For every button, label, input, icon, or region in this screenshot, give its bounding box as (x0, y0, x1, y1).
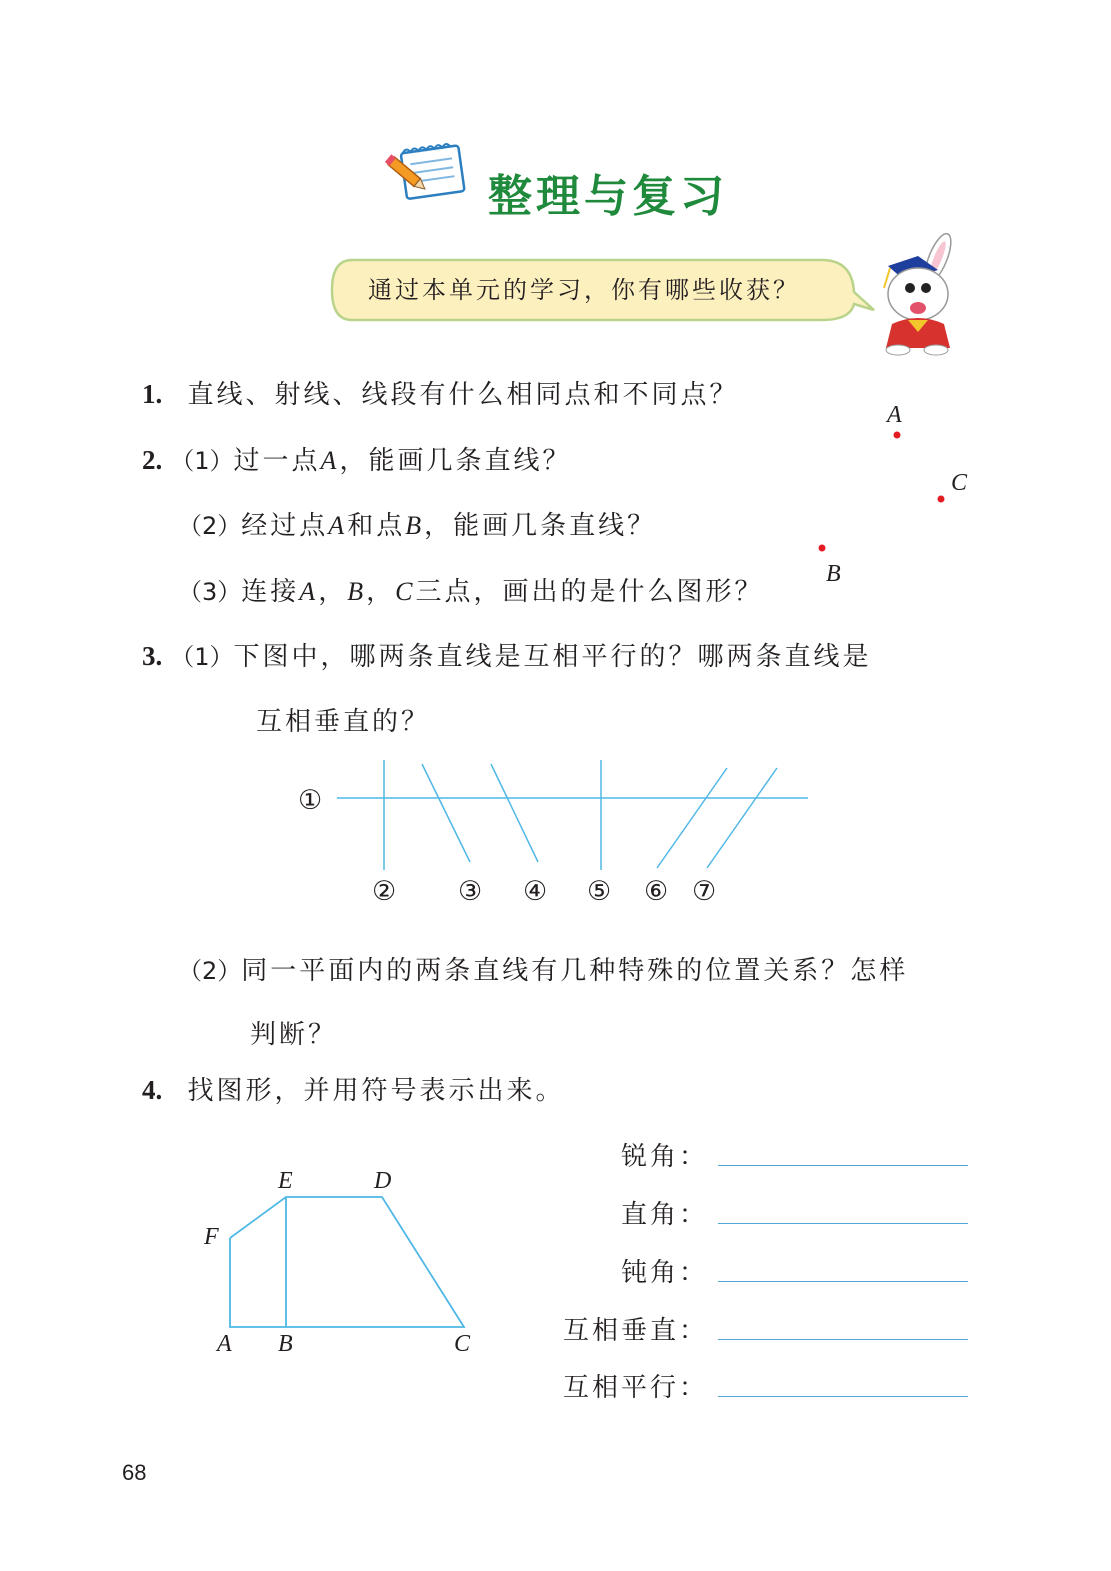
question-3-part-2 (178, 950, 908, 987)
text-segment: ， (318, 577, 348, 607)
text-segment: ，能画几条直线？ (339, 446, 572, 476)
line-label-1: ① (298, 785, 323, 816)
line-label-7: ⑦ (692, 876, 717, 907)
question-number: 3. (142, 641, 163, 671)
notepad-pencil-icon (382, 142, 472, 208)
question-text: 直线、射线、线段有什么相同点和不同点？ (187, 380, 739, 410)
point-b-label: B (826, 561, 841, 587)
point-var: B (347, 577, 367, 606)
rabbit-mascot-icon (874, 228, 974, 356)
line-label-5: ⑤ (587, 876, 612, 907)
question-1 (142, 374, 739, 411)
answer-line-acute[interactable] (718, 1165, 968, 1166)
answer-label-perpendicular: 互相垂直： (562, 1316, 708, 1346)
question-2-part-3 (178, 571, 763, 608)
part-label: （1） (170, 447, 234, 475)
lines-figure (280, 750, 840, 920)
point-c-label: C (951, 470, 968, 496)
answer-line-perpendicular[interactable] (718, 1339, 968, 1340)
question-text: 找图形，并用符号表示出来。 (187, 1076, 565, 1106)
question-number: 4. (142, 1075, 163, 1105)
line-4 (491, 764, 538, 862)
text-segment: 三点，画出的是什么图形？ (415, 577, 764, 607)
question-3-part-1 (142, 636, 872, 673)
answer-label-obtuse: 钝角： (620, 1258, 708, 1288)
page-number: 68 (122, 1460, 147, 1485)
page-title: 整理与复习 (488, 171, 728, 222)
question-3-part-2-line-2: 判断？ (250, 1020, 338, 1050)
answer-label-parallel: 互相平行： (562, 1373, 708, 1403)
text-segment: 经过点 (241, 511, 329, 541)
part-label: （1） (170, 643, 234, 671)
answer-label-right: 直角： (620, 1200, 708, 1230)
bubble-text: 通过本单元的学习，你有哪些收获？ (368, 276, 800, 304)
line-3 (422, 764, 470, 862)
question-text: 下图中，哪两条直线是互相平行的？哪两条直线是 (233, 642, 872, 672)
question-text: 同一平面内的两条直线有几种特殊的位置关系？怎样 (241, 956, 909, 986)
point-a-label: A (887, 402, 902, 428)
question-2-part-2 (178, 505, 656, 542)
point-a-dot (894, 432, 901, 439)
vertex-d-label: D (374, 1168, 392, 1194)
text-segment: 和点 (347, 511, 406, 541)
part-label: （3） (178, 578, 242, 606)
text-segment: 连接 (241, 577, 300, 607)
line-label-4: ④ (523, 876, 548, 907)
question-2-part-1 (142, 440, 571, 477)
point-c-dot (938, 496, 945, 503)
line-label-2: ② (372, 876, 397, 907)
line-7 (707, 768, 777, 868)
text-segment: 过一点 (233, 446, 321, 476)
part-label: （2） (178, 957, 242, 985)
vertex-a-label: A (217, 1331, 232, 1357)
answer-line-obtuse[interactable] (718, 1281, 968, 1282)
answer-line-parallel[interactable] (718, 1396, 968, 1397)
question-3-part-1-line-2: 互相垂直的？ (256, 707, 431, 737)
question-number: 2. (142, 445, 163, 475)
text-segment: ， (366, 577, 396, 607)
part-label: （2） (178, 512, 242, 540)
point-var: A (328, 511, 348, 540)
point-b-dot (819, 545, 826, 552)
answer-line-right[interactable] (718, 1223, 968, 1224)
vertex-e-label: E (278, 1168, 293, 1194)
vertex-f-label: F (204, 1224, 219, 1250)
question-4 (142, 1070, 565, 1107)
point-var: C (395, 577, 416, 606)
point-var: A (299, 577, 319, 606)
question-number: 1. (142, 379, 163, 409)
polygon-figure (200, 1180, 500, 1350)
vertex-b-label: B (278, 1331, 293, 1357)
point-var: B (405, 511, 425, 540)
line-label-3: ③ (458, 876, 483, 907)
vertex-c-label: C (454, 1331, 471, 1357)
text-segment: ，能画几条直线？ (424, 511, 657, 541)
answer-label-acute: 锐角： (620, 1142, 708, 1172)
point-var: A (320, 446, 340, 475)
line-6 (657, 768, 727, 868)
line-label-6: ⑥ (644, 876, 669, 907)
polygon-outline (230, 1197, 464, 1327)
